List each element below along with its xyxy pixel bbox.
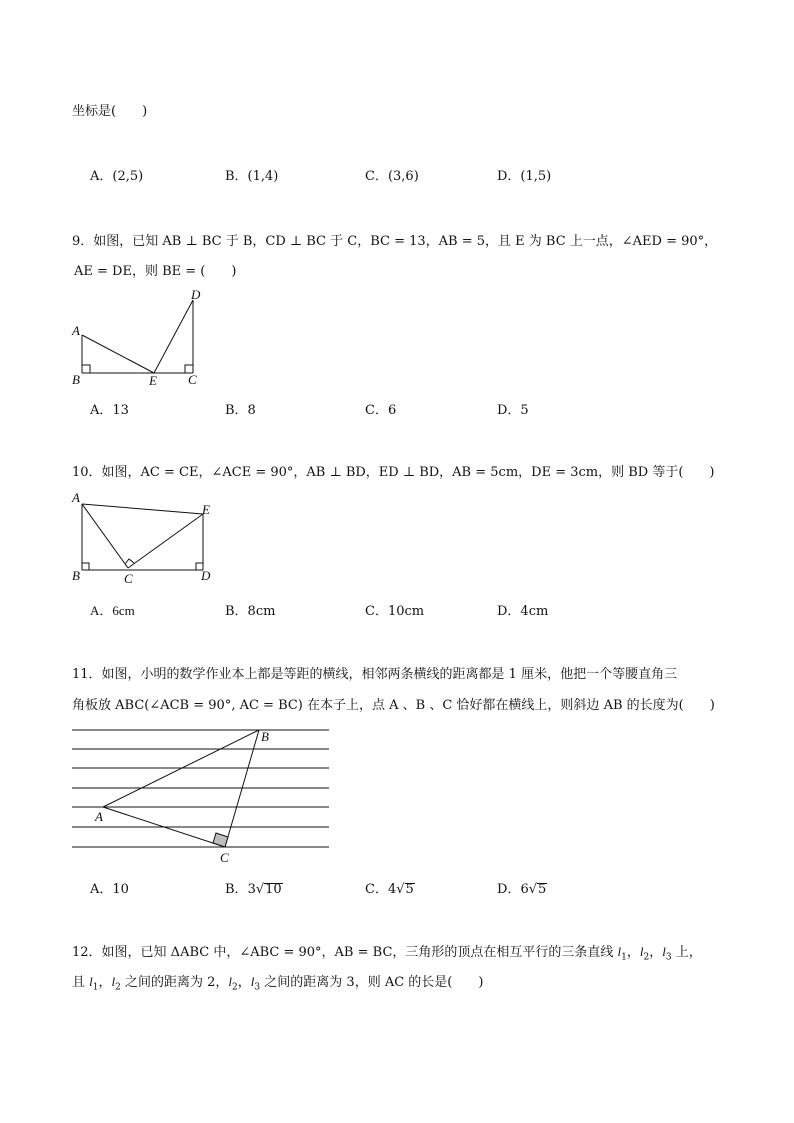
q8-option-a[interactable]: A．(2,5) — [90, 169, 144, 184]
q10-stem-line1: 10．如图，AC = CE，∠ACE = 90°，AB ⊥ BD，ED ⊥ BD，AB = 5cm，DE = 3cm，则 BD 等于( ) — [72, 465, 715, 480]
q12-l1-b-sub: 1 — [92, 982, 99, 993]
q9-right-angle-b — [82, 365, 90, 373]
q12-l2-c-sub: 2 — [232, 982, 238, 993]
q12-l2-c: l — [228, 974, 233, 989]
q11-ruled-lines — [72, 730, 329, 847]
q11-stem-line2: 角板放 ABC(∠ACB = 90°, AC = BC) 在本子上，点 A 、B 、C 恰好都在横线上，则斜边 AB 的长度为( ) — [72, 698, 715, 713]
q10-option-d[interactable]: D．4cm — [497, 604, 549, 619]
q11-option-c-sqrt-sign: √ — [396, 882, 405, 897]
q11-option-b-sqrt-sign: √ — [255, 882, 265, 897]
q12-stem-line1: 12．如图，已知 ΔABC 中，∠ABC = 90°，AB = BC，三角形的顶点在相互平行的三条直线 $l_1$，$l_2$，$l_3$ 上， — [72, 944, 702, 963]
q10-label-a: A — [72, 490, 80, 505]
q11-option-d-sqrt-sign: √ — [528, 882, 538, 897]
q11-figure — [68, 720, 338, 870]
q9-option-b[interactable]: B．8 — [225, 403, 256, 418]
q11-option-b-coef: 3 — [247, 882, 256, 897]
q10-label-b: B — [72, 568, 80, 583]
q10-option-b[interactable]: B．8cm — [225, 604, 276, 619]
q8-option-c[interactable]: C．(3,6) — [365, 169, 419, 184]
q12-l3-sub: 3 — [665, 952, 672, 963]
q12-l3: l — [662, 944, 666, 959]
q10-segment-ae — [82, 504, 203, 514]
q9-figure — [65, 285, 215, 390]
q12-l2-b-sub: 2 — [115, 982, 121, 993]
q9-segment-ae — [82, 335, 154, 373]
q11-option-b-radicand: 10 — [265, 882, 282, 897]
q12-line2-mid2: 之间的距离为 3，则 AC 的长是( ) — [260, 975, 484, 990]
q10-option-a[interactable]: A．6cm — [90, 603, 135, 618]
q9-option-a[interactable]: A．13 — [90, 403, 129, 418]
q12-l2-b: l — [111, 974, 116, 989]
q12-l3-b: l — [250, 974, 255, 989]
q10-segment-ac — [82, 504, 128, 568]
q11-option-d-radicand: 5 — [538, 882, 547, 897]
q11-option-d-coef: 6 — [520, 882, 529, 897]
q9-segment-ed — [154, 300, 193, 373]
q12-l3-b-sub: 3 — [254, 982, 261, 993]
q9-label-e: E — [149, 373, 157, 388]
q9-option-c[interactable]: C．6 — [365, 403, 397, 418]
q8-stem-tail: 坐标是( ) — [72, 104, 148, 119]
q9-label-b: B — [72, 372, 80, 387]
q12-l2-sub: 2 — [643, 952, 650, 963]
q9-stem-line2: AE = DE，则 BE = ( ) — [74, 264, 237, 279]
q10-option-c[interactable]: C．10cm — [365, 604, 425, 619]
q10-right-angle-b — [82, 563, 89, 570]
q9-option-d[interactable]: D．5 — [497, 403, 529, 418]
q11-option-d[interactable] — [497, 878, 547, 897]
q10-segment-ce — [128, 514, 203, 568]
q9-stem-line1: 9．如图，已知 AB ⊥ BC 于 B，CD ⊥ BC 于 C，BC = 13，AB = 5，且 E 为 BC 上一点，∠AED = 90°， — [72, 234, 718, 249]
q11-option-b[interactable] — [225, 878, 283, 897]
q12-l2: l — [639, 944, 644, 959]
q11-option-c-prefix: C． — [365, 882, 388, 897]
q8-option-d[interactable]: D．(1,5) — [497, 169, 552, 184]
q11-label-a: A — [95, 809, 103, 824]
q10-figure — [65, 490, 225, 590]
q12-stem-line2: 且 $l_1$，$l_2$ 之间的距离为 2，$l_2$，$l_3$ 之间的距离为 3，则 AC 的长是( ) — [72, 974, 484, 993]
q11-option-c-radicand: 5 — [405, 882, 414, 897]
q9-label-d: D — [191, 287, 201, 302]
q10-label-e: E — [202, 502, 210, 517]
q12-l1: l — [617, 944, 622, 959]
q8-option-b[interactable]: B．(1,4) — [225, 169, 279, 184]
q12-line1-end: 上， — [671, 945, 702, 960]
q9-label-c: C — [188, 372, 197, 387]
q11-stem-line1: 11．如图，小明的数学作业本上都是等距的横线，相邻两条横线的距离都是 1 厘米，他把一个等腰直角三 — [72, 667, 678, 682]
q12-line2-start: 且 — [72, 975, 90, 990]
q12-l1-sub: 1 — [621, 952, 627, 963]
q11-option-b-prefix: B． — [225, 882, 248, 897]
q10-label-d: D — [201, 568, 211, 583]
q11-right-angle-c — [213, 833, 228, 847]
q9-label-a: A — [72, 323, 80, 338]
q12-l1-b: l — [89, 974, 93, 989]
q12-line1-start: 12．如图，已知 ΔABC 中，∠ABC = 90°，AB = BC，三角形的顶点在相互平行的三条直线 — [72, 945, 618, 960]
q11-option-c[interactable] — [365, 878, 415, 897]
q11-option-d-prefix: D． — [497, 882, 521, 897]
q11-option-c-coef: 4 — [387, 882, 397, 897]
q10-right-angle-c — [125, 559, 134, 564]
q12-line2-mid1: 之间的距离为 2， — [120, 975, 229, 990]
q11-option-a-text: A．10 — [90, 882, 129, 897]
q11-option-a[interactable] — [90, 878, 129, 897]
q10-label-c: C — [124, 571, 133, 586]
q11-label-c: C — [220, 850, 229, 865]
q11-label-b: B — [261, 729, 269, 744]
